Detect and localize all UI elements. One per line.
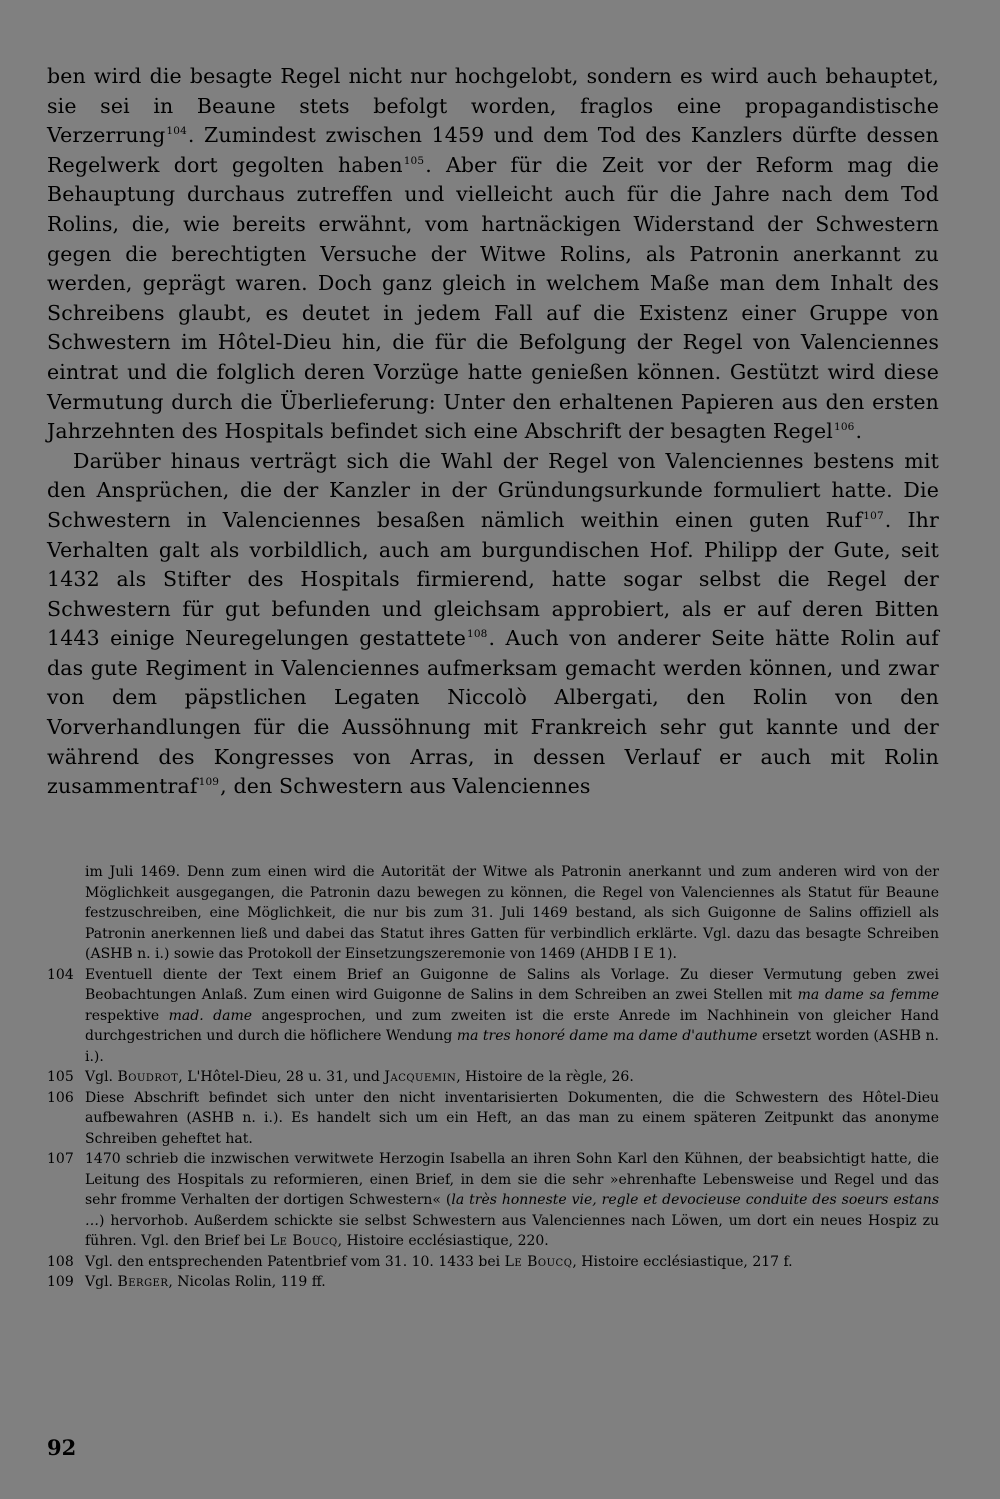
italic-quote: la très honneste vie, regle et devocieuse conduite des soeurs estans … bbox=[85, 1192, 940, 1229]
main-text bbox=[47, 62, 939, 802]
paragraph-1 bbox=[47, 62, 939, 447]
footnote-number: 106 bbox=[47, 1089, 74, 1106]
text-segment: Darüber hinaus verträgt sich die Wahl der Regel von Valenciennes bestens mit den Ansprüchen, die der Kanzler in der Gründungsurkunde formuliert hatte. Die Schwestern in Valenciennes besaßen nämlich weithin einen guten Ruf bbox=[47, 448, 939, 532]
footnote-104 bbox=[47, 965, 939, 1068]
footnotes bbox=[47, 862, 939, 1293]
footnote-number: 105 bbox=[47, 1069, 74, 1085]
footnote-ref-109[interactable]: 109 bbox=[198, 776, 220, 789]
footnote-ref-104[interactable]: 104 bbox=[166, 125, 187, 138]
footnote-text bbox=[85, 1272, 939, 1293]
text-segment: respektive bbox=[85, 1007, 169, 1024]
text-segment: , Histoire ecclésiastique, 220. bbox=[337, 1233, 549, 1249]
footnote-ref-108[interactable]: 108 bbox=[467, 628, 488, 641]
footnote-105 bbox=[47, 1067, 939, 1088]
text-segment: 1470 schrieb die inzwischen verwitwete Herzogin Isabella an ihren Sohn Karl den Kühnen, der beabsichtigt hatte, die Leitung des Hospitals zu reformieren, einen Brief, in dem sie die sehr »ehrenhafte Lebensweise und Regel und das sehr fromme Verhalten der dortigen Schwestern« ( bbox=[85, 1151, 939, 1208]
text-segment: Eventuell diente der Text einem Brief an Guigonne de Salins als Vorlage. Zu dieser Vermutung geben zwei Beobachtungen Anlaß. Zum einen wird Guigonne de Salins in dem Schreiben an zwei Stellen mit bbox=[85, 966, 939, 1003]
footnote-text bbox=[85, 1067, 939, 1088]
footnote-107 bbox=[47, 1149, 939, 1252]
footnote-number: 109 bbox=[47, 1274, 74, 1290]
text-segment: . Aber für die Zeit vor der Reform mag die Behauptung durchaus zutreffen und vielleicht auch für die Jahre nach dem Tod Rolins, die, wie bereits erwähnt, vom hartnäckigen Widerstand der Schwestern gegen die berechtigten Versuche der Witwe Rolins, als Patronin anerkannt zu werden, geprägt waren. Doch ganz gleich in welchem Maße man dem Inhalt des Schreibens glaubt, es deutet in jedem Fall auf die Existenz einer Gruppe von Schwestern im Hôtel-Dieu hin, die für die Befolgung der Regel von Valenciennes eintrat und die folglich deren Vorzüge hatte genießen können. Gestützt wird diese Vermutung durch die Überlieferung: Unter den erhaltenen Papieren aus den ersten Jahrzehnten des Hospitals befindet sich eine Abschrift der besagten Regel bbox=[47, 152, 939, 444]
footnote-text bbox=[85, 1252, 939, 1273]
italic-quote: ma tres honoré dame ma dame d'authume bbox=[456, 1028, 758, 1044]
text-segment: . Zumindest zwischen 1459 und dem Tod des Kanzlers dürfte dessen Regelwerk dort gegolten haben bbox=[47, 123, 939, 177]
author-name: Le Boucq bbox=[504, 1253, 573, 1270]
footnote-text bbox=[85, 1149, 939, 1252]
text-segment: ben wird die besagte Regel nicht nur hochgelobt, sondern es wird auch behauptet, sie sei in Beaune stets befolgt worden, fraglos eine propagandistische Verzerrung bbox=[47, 64, 939, 148]
text-segment: , L'Hôtel-Dieu, 28 u. 31, und bbox=[178, 1069, 385, 1085]
page-number: 92 bbox=[47, 1435, 77, 1460]
footnote-109 bbox=[47, 1272, 939, 1293]
author-name: Berger bbox=[117, 1274, 169, 1290]
text-segment: . Ihr Verhalten galt als vorbildlich, auch am burgundischen Hof. Philipp der Gute, seit 1432 als Stifter des Hospitals firmierend, hatte sogar selbst die Regel der Schwestern für gut befunden und gleichsam approbiert, als er auf deren Bitten 1443 einige Neuregelungen gestattete bbox=[47, 507, 939, 651]
footnote-106 bbox=[47, 1088, 939, 1150]
text-segment: ) hervorhob. Außerdem schickte sie selbst Schwestern aus Valenciennes nach Löwen, um dort ein neues Hospiz zu führen. Vgl. den Brief bei bbox=[85, 1212, 939, 1249]
footnote-text: Diese Abschrift befindet sich unter den nicht inventarisierten Dokumenten, die die Schwestern des Hôtel-Dieu aufbewahren (ASHB n. i.). Es handelt sich um ein Heft, an das man zu einem späteren Zeitpunkt das anonyme Schreiben geheftet hat. bbox=[85, 1089, 939, 1147]
text-segment: Vgl. den entsprechenden Patentbrief vom 31. 10. 1433 bei bbox=[85, 1253, 505, 1270]
text-segment: Vgl. bbox=[85, 1274, 118, 1290]
footnote-ref-106[interactable]: 106 bbox=[834, 421, 855, 434]
footnote-text: im Juli 1469. Denn zum einen wird die Autorität der Witwe als Patronin anerkannt und zum anderen wird von der Möglichkeit ausgegangen, die Patronin dazu bewegen zu können, die Regel von Valenciennes als Statut für Beaune festzuschreiben, eine Möglichkeit, die nur bis zum 31. Juli 1469 bestand, als sich Guigonne de Salins offiziell als Patronin anerkennen ließ und dabei das Statut ihres Gatten für verbindlich erklärte. Vgl. dazu das besagte Schreiben (ASHB n. i.) sowie das Protokoll der Einsetzungszeremonie von 1469 (AHDB I E 1). bbox=[85, 864, 939, 962]
footnote-continuation bbox=[47, 862, 939, 965]
author-name: Jacquemin bbox=[384, 1069, 457, 1085]
footnote-number: 108 bbox=[47, 1253, 74, 1270]
footnote-number: 104 bbox=[47, 966, 74, 983]
text-segment: , Histoire de la règle, 26. bbox=[456, 1069, 634, 1085]
footnote-108 bbox=[47, 1252, 939, 1273]
text-segment: . bbox=[855, 419, 863, 444]
footnote-number: 107 bbox=[47, 1151, 74, 1167]
text-segment: , Nicolas Rolin, 119 ff. bbox=[168, 1274, 326, 1290]
author-name: Le Boucq bbox=[269, 1233, 338, 1249]
text-segment: , Histoire ecclésiastique, 217 f. bbox=[572, 1253, 793, 1270]
text-segment: , den Schwestern aus Valenciennes bbox=[220, 774, 591, 799]
footnote-ref-107[interactable]: 107 bbox=[863, 510, 884, 523]
italic-quote: mad. dame bbox=[168, 1007, 253, 1024]
footnote-text bbox=[85, 965, 939, 1068]
footnote-ref-105[interactable]: 105 bbox=[403, 154, 425, 167]
text-segment: Vgl. bbox=[85, 1069, 118, 1085]
text-segment: . Auch von anderer Seite hätte Rolin auf das gute Regiment in Valenciennes aufmerksam gemacht werden können, und zwar von dem päpstlichen Legaten Niccolò Albergati, den Rolin von den Vorverhandlungen für die Aussöhnung mit Frankreich sehr gut kannte und der während des Kongresses von Arras, in dessen Verlauf er auch mit Rolin zusammentraf bbox=[47, 626, 939, 799]
text-segment: angesprochen, und zum zweiten ist die erste Anrede im Nachhinein von gleicher Hand durchgestrichen und durch die höflichere Wendung bbox=[85, 1007, 939, 1044]
paragraph-2 bbox=[47, 447, 939, 802]
author-name: Boudrot bbox=[117, 1069, 179, 1085]
italic-quote: ma dame sa femme bbox=[797, 987, 939, 1003]
text-segment: ersetzt worden (ASHB n. i.). bbox=[85, 1028, 939, 1065]
